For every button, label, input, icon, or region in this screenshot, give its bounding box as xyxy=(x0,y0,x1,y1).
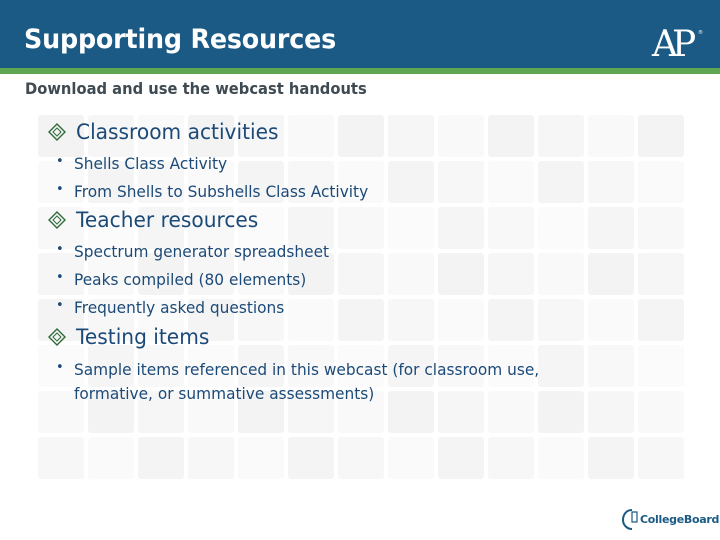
subtitle: Download and use the webcast handouts xyxy=(25,79,367,98)
section-heading: Teacher resources xyxy=(76,208,259,232)
bullet-icon: • xyxy=(56,270,64,285)
section-heading: Classroom activities xyxy=(76,120,279,144)
bullet-icon: • xyxy=(56,154,64,169)
list-item-text: Peaks compiled (80 elements) xyxy=(74,270,307,289)
list-item xyxy=(56,268,316,292)
section-teacher-resources xyxy=(46,208,266,232)
list-item-text: Sample items referenced in this webcast (for classroom use, xyxy=(74,360,540,379)
list-item xyxy=(56,152,233,176)
list-item xyxy=(56,240,340,264)
list-item-text: From Shells to Subshells Class Activity xyxy=(74,182,369,201)
list-item xyxy=(56,180,380,204)
bullet-icon: • xyxy=(56,298,64,313)
list-item-text: Shells Class Activity xyxy=(74,154,228,173)
diamond-outline-icon xyxy=(46,209,68,231)
list-item-text: Frequently asked questions xyxy=(74,298,285,317)
collegeboard-logo-text: CollegeBoard xyxy=(640,513,720,526)
list-item-text: Spectrum generator spreadsheet xyxy=(74,242,330,261)
bullet-icon: • xyxy=(56,360,64,375)
section-heading: Testing items xyxy=(76,325,210,349)
page-title: Supporting Resources xyxy=(24,24,337,55)
svg-text:®: ® xyxy=(698,30,703,36)
section-testing-items xyxy=(46,325,215,349)
list-item xyxy=(56,296,293,320)
ap-logo-text: AP xyxy=(652,24,691,62)
section-classroom-activities xyxy=(46,120,287,144)
diamond-outline-icon xyxy=(46,121,68,143)
diamond-outline-icon xyxy=(46,326,68,348)
bullet-icon: • xyxy=(56,182,64,197)
list-item xyxy=(56,358,559,382)
list-item-text: formative, or summative assessments) xyxy=(74,384,375,403)
list-item-continuation xyxy=(56,382,387,406)
bullet-icon: • xyxy=(56,242,64,257)
